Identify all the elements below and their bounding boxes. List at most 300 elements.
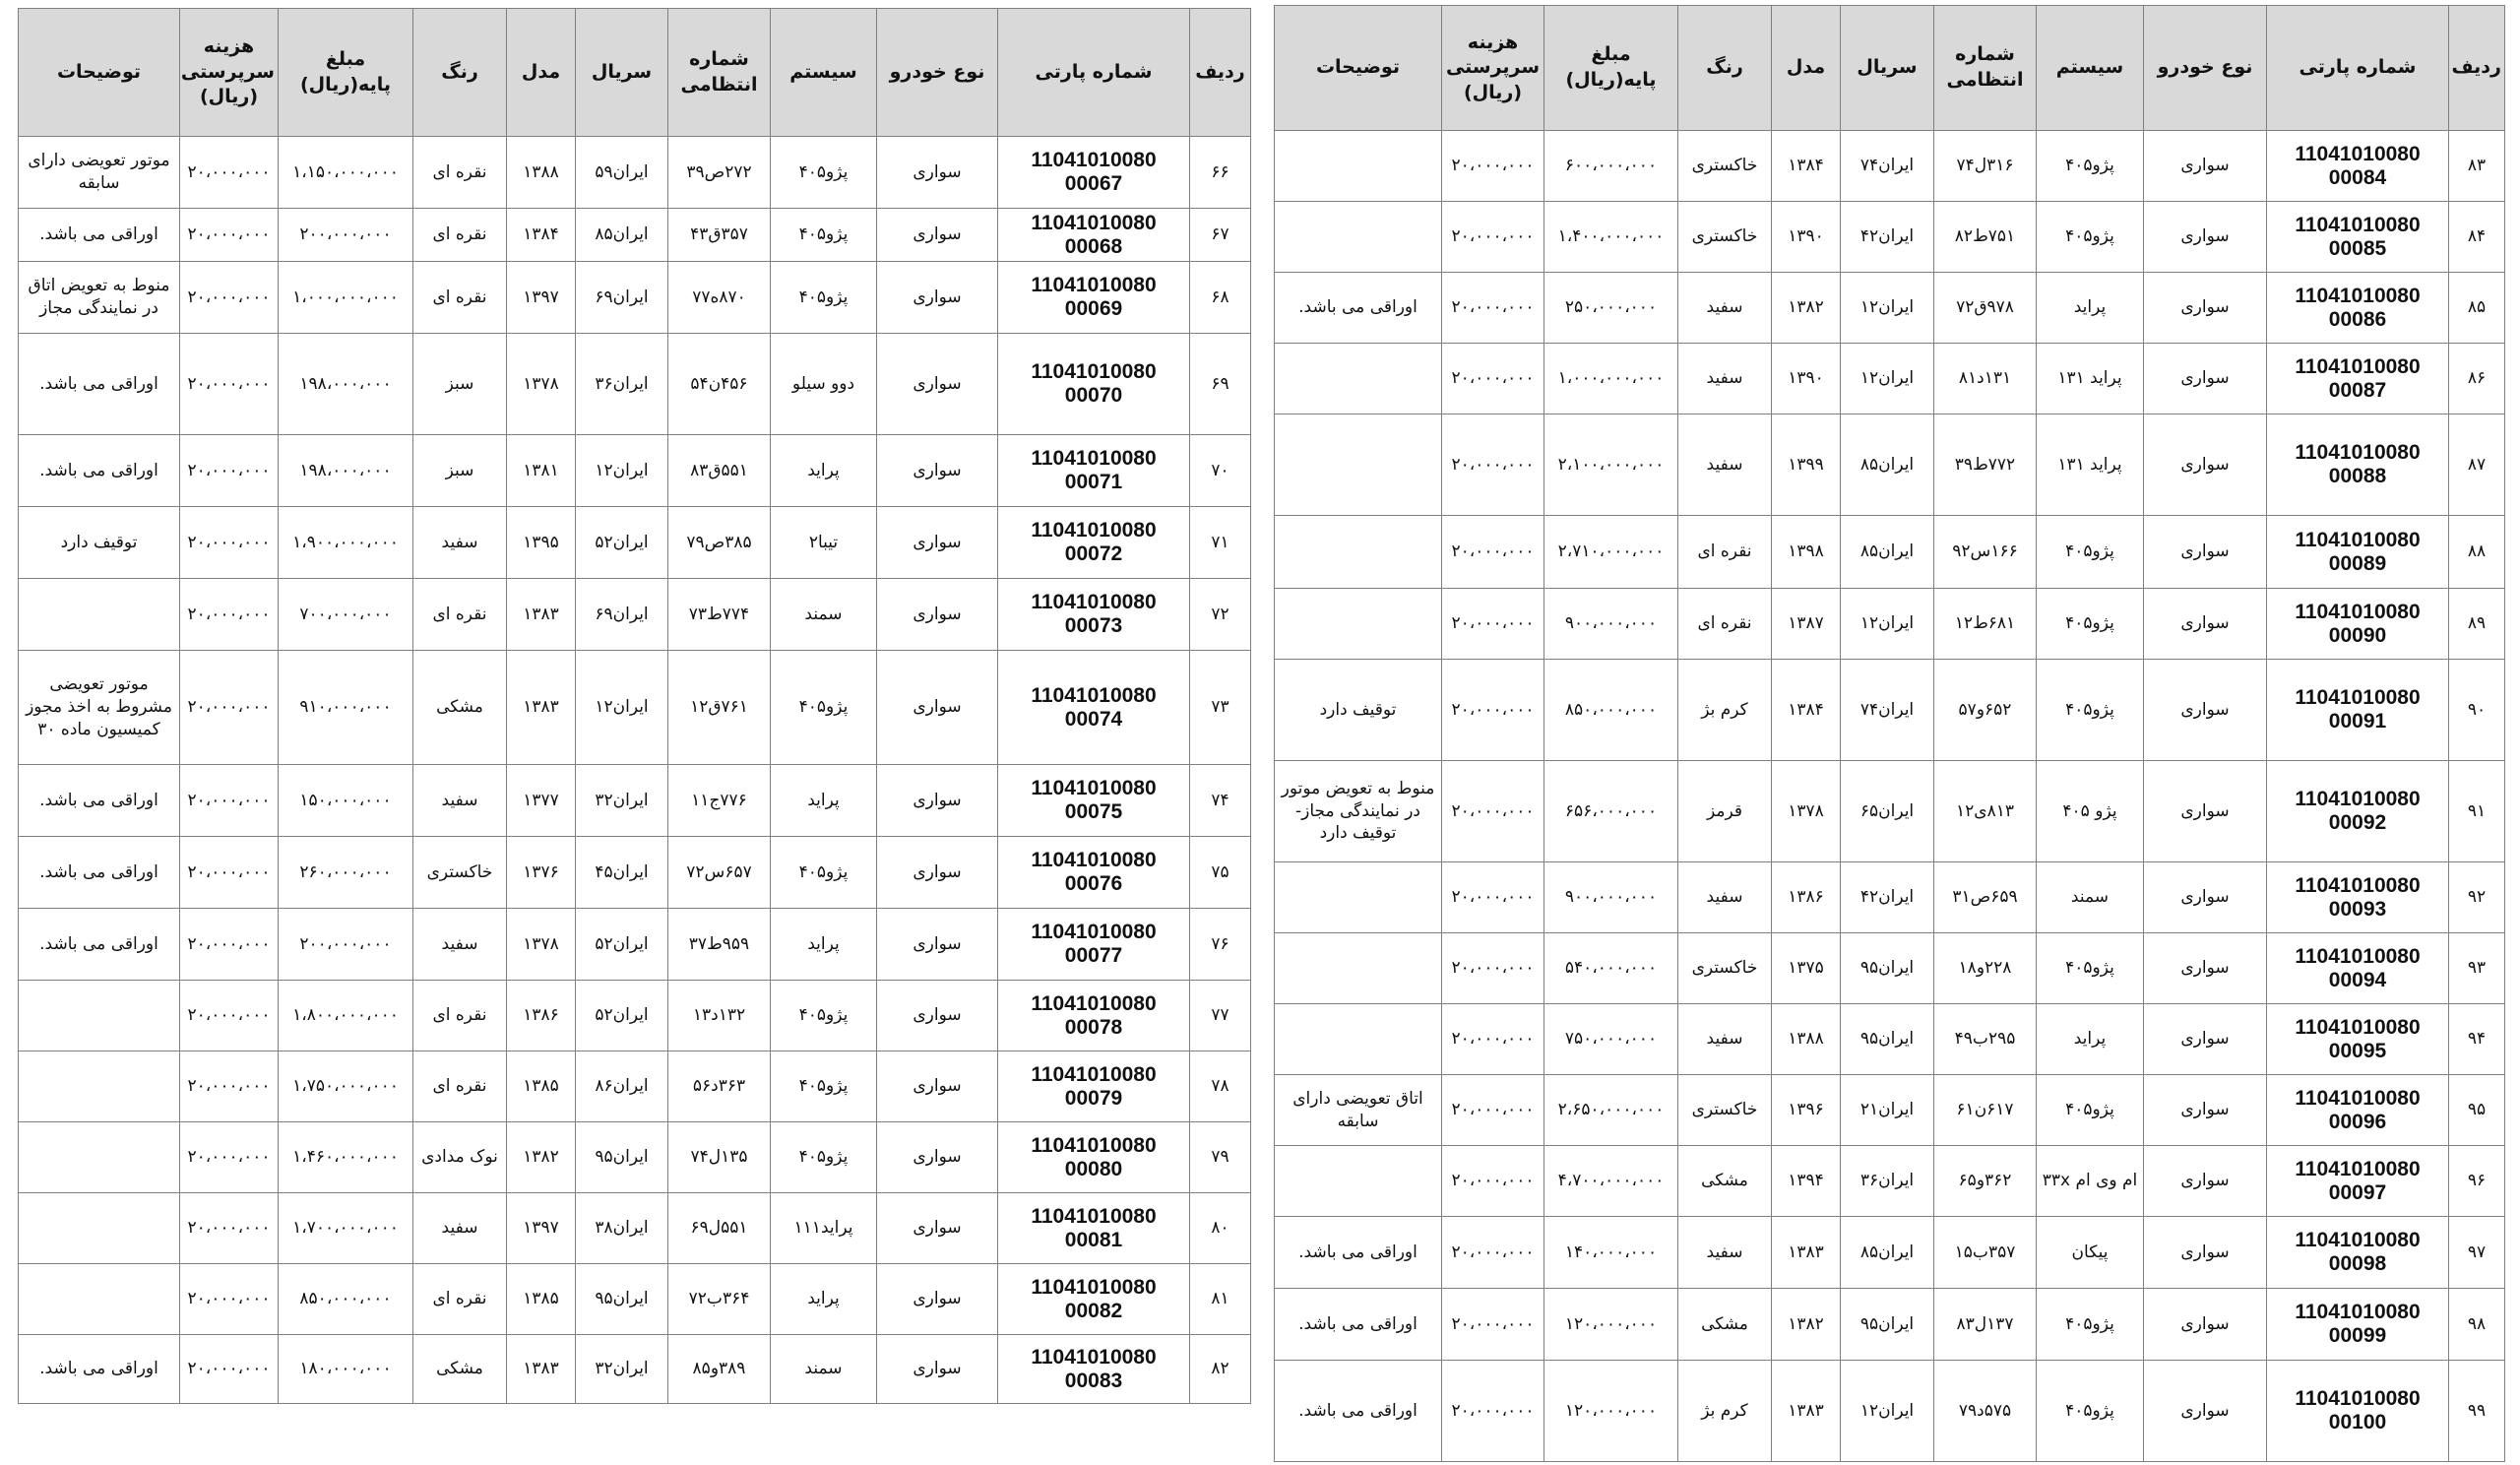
cell-color: سفید: [413, 507, 507, 579]
cell-model: ۱۳۸۵: [507, 1051, 576, 1122]
col-header-lot: شماره پارتی: [998, 9, 1190, 137]
cell-notes: اوراقی می باشد.: [19, 435, 180, 507]
cell-radif: ۶۸: [1190, 262, 1251, 334]
cell-plate: ۶۵۷س۷۲: [668, 837, 771, 909]
cell-vehicle-type: سواری: [877, 1122, 998, 1193]
cell-service-fee: ۲۰،۰۰۰،۰۰۰: [1442, 1075, 1544, 1146]
cell-notes: موتور تعویضی دارای سابقه: [19, 137, 180, 209]
cell-serial: ایران۱۲: [1841, 344, 1934, 414]
cell-color: سفید: [1678, 273, 1772, 344]
cell-service-fee: ۲۰،۰۰۰،۰۰۰: [1442, 516, 1544, 589]
cell-vehicle-type: سواری: [877, 435, 998, 507]
cell-plate: ۱۳۷ل۸۳: [1934, 1289, 2037, 1361]
cell-base-price: ۱۲۰،۰۰۰،۰۰۰: [1544, 1361, 1678, 1462]
cell-radif: ۸۵: [2449, 273, 2505, 344]
cell-model: ۱۳۹۷: [507, 262, 576, 334]
cell-lot: 11041010080 00067: [998, 137, 1190, 209]
cell-service-fee: ۲۰،۰۰۰،۰۰۰: [180, 651, 279, 765]
cell-system: پژو۴۰۵: [771, 1051, 877, 1122]
cell-notes: [1275, 344, 1442, 414]
cell-base-price: ۷۵۰،۰۰۰،۰۰۰: [1544, 1004, 1678, 1075]
cell-radif: ۶۹: [1190, 334, 1251, 435]
cell-plate: ۱۳۵ل۷۴: [668, 1122, 771, 1193]
cell-notes: [1275, 862, 1442, 933]
cell-radif: ۸۶: [2449, 344, 2505, 414]
cell-plate: ۶۸۱ط۱۲: [1934, 589, 2037, 660]
cell-system: پژو ۴۰۵: [2037, 761, 2144, 862]
cell-service-fee: ۲۰،۰۰۰،۰۰۰: [180, 507, 279, 579]
cell-base-price: ۲،۱۰۰،۰۰۰،۰۰۰: [1544, 414, 1678, 516]
cell-plate: ۳۵۷ق۴۳: [668, 209, 771, 262]
cell-radif: ۷۶: [1190, 909, 1251, 981]
cell-color: سفید: [1678, 1004, 1772, 1075]
cell-service-fee: ۲۰،۰۰۰،۰۰۰: [1442, 131, 1544, 202]
cell-system: پیکان: [2037, 1217, 2144, 1289]
cell-serial: ایران۱۲: [1841, 273, 1934, 344]
cell-service-fee: ۲۰،۰۰۰،۰۰۰: [180, 981, 279, 1051]
cell-service-fee: ۲۰،۰۰۰،۰۰۰: [1442, 862, 1544, 933]
cell-serial: ایران۴۲: [1841, 202, 1934, 273]
cell-notes: [19, 1264, 180, 1335]
cell-vehicle-type: سواری: [2144, 1289, 2267, 1361]
cell-lot: 11041010080 00079: [998, 1051, 1190, 1122]
cell-system: پژو۴۰۵: [2037, 1289, 2144, 1361]
cell-serial: ایران۹۵: [1841, 933, 1934, 1004]
table-row: [19, 262, 1251, 334]
cell-service-fee: ۲۰،۰۰۰،۰۰۰: [180, 435, 279, 507]
cell-radif: ۹۷: [2449, 1217, 2505, 1289]
cell-system: دوو سیلو: [771, 334, 877, 435]
cell-radif: ۸۷: [2449, 414, 2505, 516]
table-row: [19, 981, 1251, 1051]
cell-system: پژو۴۰۵: [771, 209, 877, 262]
cell-base-price: ۱،۴۶۰،۰۰۰،۰۰۰: [279, 1122, 413, 1193]
cell-lot: 11041010080 00093: [2267, 862, 2449, 933]
cell-vehicle-type: سواری: [2144, 761, 2267, 862]
cell-system: پژو۴۰۵: [2037, 1075, 2144, 1146]
cell-color: سفید: [413, 765, 507, 837]
col-header-model: مدل: [1772, 6, 1841, 131]
cell-base-price: ۱،۰۰۰،۰۰۰،۰۰۰: [1544, 344, 1678, 414]
cell-model: ۱۳۸۲: [1772, 1289, 1841, 1361]
cell-notes: اوراقی می باشد.: [19, 1335, 180, 1404]
col-header-service-fee: هزینه سرپرستی (ریال): [180, 9, 279, 137]
cell-notes: [1275, 1004, 1442, 1075]
cell-model: ۱۳۷۵: [1772, 933, 1841, 1004]
cell-system: پراید: [771, 909, 877, 981]
cell-plate: ۶۵۹ص۳۱: [1934, 862, 2037, 933]
cell-radif: ۶۷: [1190, 209, 1251, 262]
cell-color: خاکستری: [413, 837, 507, 909]
col-header-system: سیستم: [2037, 6, 2144, 131]
cell-notes: [19, 579, 180, 651]
cell-base-price: ۲۰۰،۰۰۰،۰۰۰: [279, 909, 413, 981]
cell-plate: ۷۶۱ق۱۲: [668, 651, 771, 765]
cell-lot: 11041010080 00082: [998, 1264, 1190, 1335]
table-row: [19, 1335, 1251, 1404]
cell-service-fee: ۲۰،۰۰۰،۰۰۰: [180, 1193, 279, 1264]
cell-model: ۱۳۸۶: [507, 981, 576, 1051]
table-row: [19, 1122, 1251, 1193]
cell-notes: [19, 981, 180, 1051]
cell-lot: 11041010080 00084: [2267, 131, 2449, 202]
table-row: [19, 137, 1251, 209]
cell-base-price: ۱،۹۰۰،۰۰۰،۰۰۰: [279, 507, 413, 579]
cell-radif: ۷۱: [1190, 507, 1251, 579]
cell-base-price: ۹۰۰،۰۰۰،۰۰۰: [1544, 862, 1678, 933]
cell-lot: 11041010080 00094: [2267, 933, 2449, 1004]
cell-color: مشکی: [413, 1335, 507, 1404]
cell-model: ۱۳۹۸: [1772, 516, 1841, 589]
cell-base-price: ۷۰۰،۰۰۰،۰۰۰: [279, 579, 413, 651]
cell-radif: ۹۱: [2449, 761, 2505, 862]
cell-color: نقره ای: [413, 981, 507, 1051]
col-header-radif: ردیف: [1190, 9, 1251, 137]
cell-vehicle-type: سواری: [877, 1193, 998, 1264]
cell-radif: ۹۰: [2449, 660, 2505, 761]
cell-model: ۱۳۷۶: [507, 837, 576, 909]
cell-base-price: ۱۲۰،۰۰۰،۰۰۰: [1544, 1289, 1678, 1361]
header-row: [1275, 6, 2505, 131]
cell-model: ۱۳۷۷: [507, 765, 576, 837]
table-row: [19, 507, 1251, 579]
cell-radif: ۶۶: [1190, 137, 1251, 209]
cell-radif: ۹۴: [2449, 1004, 2505, 1075]
table-row: [1275, 660, 2505, 761]
cell-vehicle-type: سواری: [2144, 516, 2267, 589]
table-row: [1275, 1217, 2505, 1289]
header-row: [19, 9, 1251, 137]
cell-serial: ایران۵۲: [576, 909, 668, 981]
cell-vehicle-type: سواری: [877, 334, 998, 435]
cell-vehicle-type: سواری: [2144, 1217, 2267, 1289]
table-row: [1275, 761, 2505, 862]
cell-radif: ۹۹: [2449, 1361, 2505, 1462]
cell-plate: ۶۱۷ن۶۱: [1934, 1075, 2037, 1146]
cell-service-fee: ۲۰،۰۰۰،۰۰۰: [1442, 1361, 1544, 1462]
cell-model: ۱۳۸۷: [1772, 589, 1841, 660]
cell-plate: ۳۱۶ل۷۴: [1934, 131, 2037, 202]
col-header-vehicle-type: نوع خودرو: [2144, 6, 2267, 131]
cell-color: مشکی: [413, 651, 507, 765]
cell-system: پژو۴۰۵: [2037, 516, 2144, 589]
cell-plate: ۴۵۶ن۵۴: [668, 334, 771, 435]
cell-model: ۱۳۹۰: [1772, 344, 1841, 414]
table-row: [1275, 933, 2505, 1004]
cell-base-price: ۱۴۰،۰۰۰،۰۰۰: [1544, 1217, 1678, 1289]
cell-serial: ایران۳۶: [1841, 1146, 1934, 1217]
cell-notes: [19, 1122, 180, 1193]
cell-radif: ۷۸: [1190, 1051, 1251, 1122]
cell-system: پژو۴۰۵: [2037, 131, 2144, 202]
cell-vehicle-type: سواری: [2144, 414, 2267, 516]
col-header-model: مدل: [507, 9, 576, 137]
cell-color: نوک مدادی: [413, 1122, 507, 1193]
table-row: [19, 1264, 1251, 1335]
cell-service-fee: ۲۰،۰۰۰،۰۰۰: [1442, 660, 1544, 761]
cell-model: ۱۳۸۸: [1772, 1004, 1841, 1075]
cell-lot: 11041010080 00068: [998, 209, 1190, 262]
cell-radif: ۸۸: [2449, 516, 2505, 589]
cell-model: ۱۳۹۷: [507, 1193, 576, 1264]
cell-plate: ۲۹۵ب۴۹: [1934, 1004, 2037, 1075]
cell-lot: 11041010080 00073: [998, 579, 1190, 651]
cell-plate: ۲۷۲ص۳۹: [668, 137, 771, 209]
cell-notes: [19, 1193, 180, 1264]
cell-base-price: ۲۶۰،۰۰۰،۰۰۰: [279, 837, 413, 909]
cell-radif: ۷۹: [1190, 1122, 1251, 1193]
table-row: [1275, 1289, 2505, 1361]
cell-service-fee: ۲۰،۰۰۰،۰۰۰: [180, 137, 279, 209]
cell-radif: ۸۱: [1190, 1264, 1251, 1335]
col-header-base-price: مبلغ پایه(ریال): [279, 9, 413, 137]
cell-system: ام وی ام ۳۳x: [2037, 1146, 2144, 1217]
cell-service-fee: ۲۰،۰۰۰،۰۰۰: [180, 1051, 279, 1122]
cell-lot: 11041010080 00078: [998, 981, 1190, 1051]
cell-serial: ایران۸۵: [1841, 1217, 1934, 1289]
cell-system: پراید: [771, 1264, 877, 1335]
cell-notes: منوط به تعویض اتاق در نمایندگی مجاز: [19, 262, 180, 334]
cell-vehicle-type: سواری: [877, 1051, 998, 1122]
col-header-base-price: مبلغ پایه(ریال): [1544, 6, 1678, 131]
cell-base-price: ۸۵۰،۰۰۰،۰۰۰: [279, 1264, 413, 1335]
cell-model: ۱۳۸۱: [507, 435, 576, 507]
cell-notes: اوراقی می باشد.: [19, 909, 180, 981]
cell-plate: ۷۷۴ط۷۳: [668, 579, 771, 651]
cell-serial: ایران۳۸: [576, 1193, 668, 1264]
cell-lot: 11041010080 00074: [998, 651, 1190, 765]
cell-base-price: ۴،۷۰۰،۰۰۰،۰۰۰: [1544, 1146, 1678, 1217]
cell-model: ۱۳۹۰: [1772, 202, 1841, 273]
cell-vehicle-type: سواری: [877, 837, 998, 909]
cell-system: پراید: [2037, 273, 2144, 344]
cell-plate: ۳۸۹و۸۵: [668, 1335, 771, 1404]
cell-plate: ۸۷۰ه۷۷: [668, 262, 771, 334]
cell-system: پژو۴۰۵: [771, 981, 877, 1051]
cell-notes: اوراقی می باشد.: [1275, 273, 1442, 344]
cell-base-price: ۱،۷۵۰،۰۰۰،۰۰۰: [279, 1051, 413, 1122]
cell-serial: ایران۳۶: [576, 334, 668, 435]
cell-model: ۱۳۸۲: [507, 1122, 576, 1193]
cell-service-fee: ۲۰،۰۰۰،۰۰۰: [1442, 1146, 1544, 1217]
cell-plate: ۷۵۱ط۸۲: [1934, 202, 2037, 273]
cell-radif: ۷۴: [1190, 765, 1251, 837]
cell-system: پراید: [2037, 1004, 2144, 1075]
cell-serial: ایران۶۹: [576, 579, 668, 651]
cell-radif: ۸۹: [2449, 589, 2505, 660]
cell-base-price: ۹۰۰،۰۰۰،۰۰۰: [1544, 589, 1678, 660]
cell-color: خاکستری: [1678, 202, 1772, 273]
cell-service-fee: ۲۰،۰۰۰،۰۰۰: [1442, 273, 1544, 344]
cell-color: کرم بژ: [1678, 660, 1772, 761]
cell-radif: ۹۸: [2449, 1289, 2505, 1361]
table-row: [19, 909, 1251, 981]
cell-model: ۱۳۹۴: [1772, 1146, 1841, 1217]
cell-service-fee: ۲۰،۰۰۰،۰۰۰: [1442, 933, 1544, 1004]
cell-plate: ۳۶۴ب۷۲: [668, 1264, 771, 1335]
cell-lot: 11041010080 00091: [2267, 660, 2449, 761]
cell-lot: 11041010080 00087: [2267, 344, 2449, 414]
cell-service-fee: ۲۰،۰۰۰،۰۰۰: [180, 262, 279, 334]
cell-color: سفید: [1678, 414, 1772, 516]
table-row: [1275, 862, 2505, 933]
cell-notes: [1275, 516, 1442, 589]
cell-base-price: ۱۸۰،۰۰۰،۰۰۰: [279, 1335, 413, 1404]
cell-vehicle-type: سواری: [2144, 933, 2267, 1004]
cell-color: نقره ای: [1678, 589, 1772, 660]
cell-serial: ایران۸۵: [576, 209, 668, 262]
table-row: [19, 579, 1251, 651]
cell-serial: ایران۹۵: [576, 1122, 668, 1193]
cell-radif: ۷۳: [1190, 651, 1251, 765]
cell-notes: [19, 1051, 180, 1122]
cell-lot: 11041010080 00071: [998, 435, 1190, 507]
auction-table-right: [1274, 5, 2505, 1462]
cell-serial: ایران۶۹: [576, 262, 668, 334]
cell-base-price: ۲،۷۱۰،۰۰۰،۰۰۰: [1544, 516, 1678, 589]
cell-lot: 11041010080 00086: [2267, 273, 2449, 344]
cell-notes: اوراقی می باشد.: [1275, 1217, 1442, 1289]
cell-system: سمند: [771, 579, 877, 651]
cell-system: پژو۴۰۵: [771, 651, 877, 765]
cell-service-fee: ۲۰،۰۰۰،۰۰۰: [180, 334, 279, 435]
cell-notes: [1275, 1146, 1442, 1217]
cell-base-price: ۱۵۰،۰۰۰،۰۰۰: [279, 765, 413, 837]
cell-plate: ۱۶۶س۹۲: [1934, 516, 2037, 589]
cell-lot: 11041010080 00076: [998, 837, 1190, 909]
table-row: [1275, 1146, 2505, 1217]
cell-service-fee: ۲۰،۰۰۰،۰۰۰: [1442, 589, 1544, 660]
cell-serial: ایران۱۲: [576, 651, 668, 765]
table-row: [1275, 589, 2505, 660]
table-row: [1275, 273, 2505, 344]
cell-system: پژو۴۰۵: [771, 1122, 877, 1193]
cell-lot: 11041010080 00095: [2267, 1004, 2449, 1075]
cell-serial: ایران۹۵: [576, 1264, 668, 1335]
cell-vehicle-type: سواری: [2144, 1146, 2267, 1217]
cell-lot: 11041010080 00092: [2267, 761, 2449, 862]
cell-model: ۱۳۸۴: [1772, 131, 1841, 202]
cell-system: سمند: [2037, 862, 2144, 933]
cell-plate: ۶۵۲و۵۷: [1934, 660, 2037, 761]
table-row: [19, 837, 1251, 909]
cell-radif: ۷۲: [1190, 579, 1251, 651]
cell-plate: ۹۷۸ق۷۲: [1934, 273, 2037, 344]
table-row: [1275, 1004, 2505, 1075]
cell-radif: ۷۵: [1190, 837, 1251, 909]
cell-plate: ۳۵۷ب۱۵: [1934, 1217, 2037, 1289]
cell-model: ۱۳۸۳: [507, 651, 576, 765]
cell-system: پژو۴۰۵: [2037, 202, 2144, 273]
cell-radif: ۷۰: [1190, 435, 1251, 507]
table-body-left: [19, 137, 1251, 1404]
cell-lot: 11041010080 00088: [2267, 414, 2449, 516]
cell-base-price: ۵۴۰،۰۰۰،۰۰۰: [1544, 933, 1678, 1004]
cell-serial: ایران۶۵: [1841, 761, 1934, 862]
cell-lot: 11041010080 00077: [998, 909, 1190, 981]
cell-radif: ۸۰: [1190, 1193, 1251, 1264]
cell-system: سمند: [771, 1335, 877, 1404]
table-body-right: [1275, 131, 2505, 1462]
cell-model: ۱۳۸۴: [507, 209, 576, 262]
cell-lot: 11041010080 00080: [998, 1122, 1190, 1193]
table-row: [19, 1193, 1251, 1264]
cell-system: پراید ۱۳۱: [2037, 344, 2144, 414]
cell-system: پژو۴۰۵: [771, 837, 877, 909]
cell-vehicle-type: سواری: [877, 651, 998, 765]
cell-color: خاکستری: [1678, 131, 1772, 202]
cell-color: نقره ای: [1678, 516, 1772, 589]
cell-vehicle-type: سواری: [877, 981, 998, 1051]
cell-base-price: ۱۹۸،۰۰۰،۰۰۰: [279, 334, 413, 435]
cell-vehicle-type: سواری: [877, 909, 998, 981]
cell-service-fee: ۲۰،۰۰۰،۰۰۰: [1442, 761, 1544, 862]
cell-color: سبز: [413, 435, 507, 507]
col-header-service-fee: هزینه سرپرستی (ریال): [1442, 6, 1544, 131]
cell-color: سبز: [413, 334, 507, 435]
cell-system: پراید: [771, 765, 877, 837]
cell-base-price: ۲۵۰،۰۰۰،۰۰۰: [1544, 273, 1678, 344]
cell-model: ۱۳۸۴: [1772, 660, 1841, 761]
cell-model: ۱۳۷۸: [507, 334, 576, 435]
cell-color: مشکی: [1678, 1289, 1772, 1361]
cell-radif: ۸۲: [1190, 1335, 1251, 1404]
col-header-plate: شماره انتظامی: [668, 9, 771, 137]
cell-base-price: ۹۱۰،۰۰۰،۰۰۰: [279, 651, 413, 765]
cell-service-fee: ۲۰،۰۰۰،۰۰۰: [180, 837, 279, 909]
cell-vehicle-type: سواری: [877, 209, 998, 262]
cell-notes: توقیف دارد: [19, 507, 180, 579]
cell-color: نقره ای: [413, 579, 507, 651]
cell-vehicle-type: سواری: [877, 137, 998, 209]
table-row: [19, 1051, 1251, 1122]
cell-lot: 11041010080 00072: [998, 507, 1190, 579]
cell-service-fee: ۲۰،۰۰۰،۰۰۰: [180, 209, 279, 262]
cell-plate: ۳۶۲و۶۵: [1934, 1146, 2037, 1217]
cell-plate: ۳۸۵ص۷۹: [668, 507, 771, 579]
cell-plate: ۱۳۲د۱۳: [668, 981, 771, 1051]
cell-serial: ایران۷۴: [1841, 131, 1934, 202]
cell-color: خاکستری: [1678, 933, 1772, 1004]
cell-serial: ایران۵۹: [576, 137, 668, 209]
cell-color: سفید: [1678, 1217, 1772, 1289]
cell-serial: ایران۱۲: [1841, 1361, 1934, 1462]
cell-color: سفید: [413, 909, 507, 981]
cell-plate: ۵۵۱ل۶۹: [668, 1193, 771, 1264]
cell-lot: 11041010080 00098: [2267, 1217, 2449, 1289]
cell-system: پژو۴۰۵: [2037, 660, 2144, 761]
cell-vehicle-type: سواری: [877, 507, 998, 579]
cell-base-price: ۱،۷۰۰،۰۰۰،۰۰۰: [279, 1193, 413, 1264]
cell-color: خاکستری: [1678, 1075, 1772, 1146]
table-row: [1275, 516, 2505, 589]
cell-notes: اوراقی می باشد.: [19, 765, 180, 837]
cell-serial: ایران۸۶: [576, 1051, 668, 1122]
col-header-vehicle-type: نوع خودرو: [877, 9, 998, 137]
cell-serial: ایران۵۲: [576, 507, 668, 579]
cell-lot: 11041010080 00096: [2267, 1075, 2449, 1146]
cell-model: ۱۳۸۵: [507, 1264, 576, 1335]
table-row: [19, 209, 1251, 262]
cell-lot: 11041010080 00089: [2267, 516, 2449, 589]
cell-base-price: ۶۵۶،۰۰۰،۰۰۰: [1544, 761, 1678, 862]
cell-notes: [1275, 933, 1442, 1004]
cell-plate: ۷۷۲ط۳۹: [1934, 414, 2037, 516]
cell-service-fee: ۲۰،۰۰۰،۰۰۰: [1442, 202, 1544, 273]
cell-color: نقره ای: [413, 209, 507, 262]
cell-model: ۱۳۹۵: [507, 507, 576, 579]
cell-system: پراید: [771, 435, 877, 507]
